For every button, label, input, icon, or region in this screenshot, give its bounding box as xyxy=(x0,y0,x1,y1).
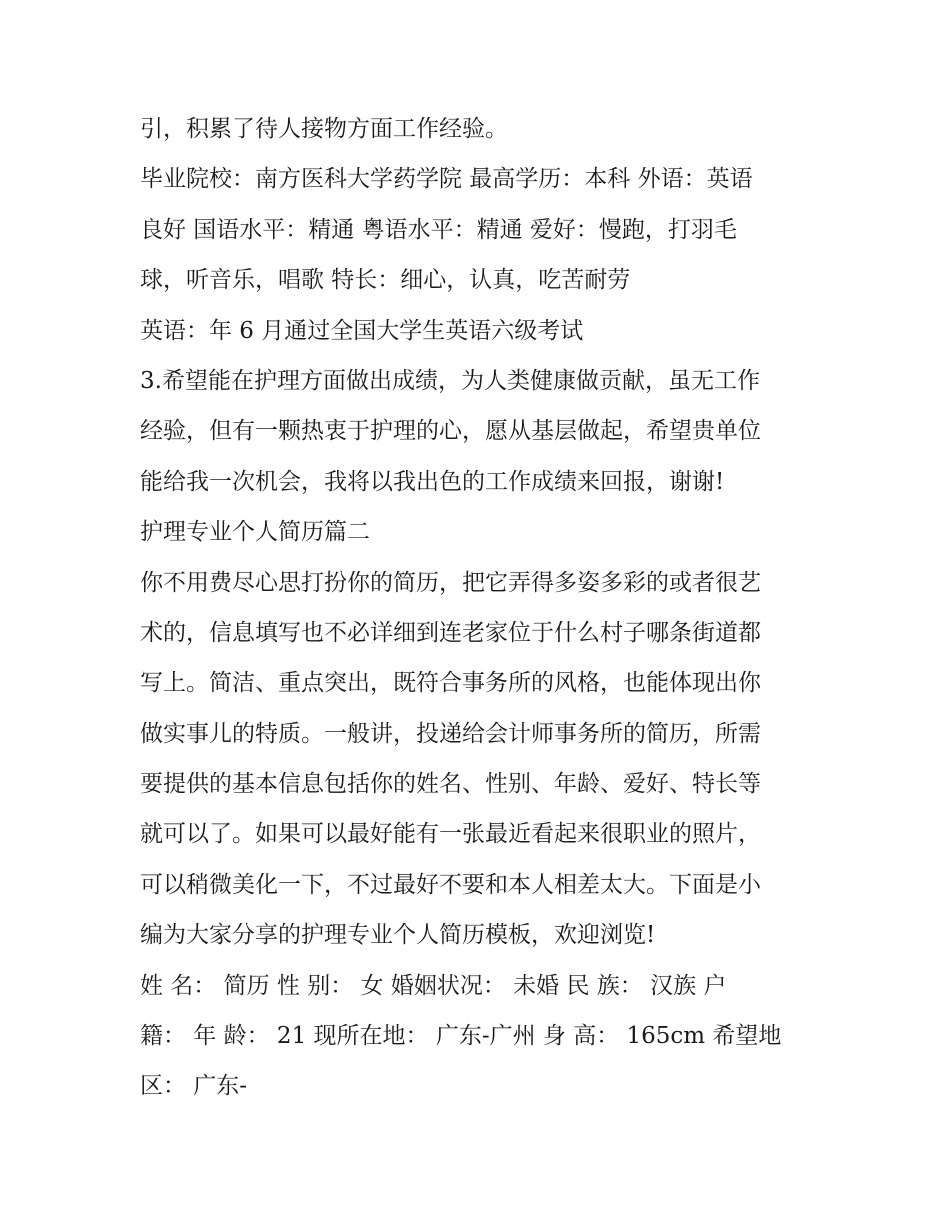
text-line: 姓 名： 简历 性 别： 女 婚姻状况： 未婚 民 族： 汉族 户 xyxy=(140,972,727,999)
section-heading: 护理专业个人简历篇二 xyxy=(140,519,370,546)
text-line: 做实事儿的特质。一般讲，投递给会计师事务所的简历，所需 xyxy=(140,720,761,747)
text-line: 要提供的基本信息包括你的姓名、性别、年龄、爱好、特长等 xyxy=(140,771,761,798)
text-line: 良好 国语水平：精通 粤语水平：精通 爱好：慢跑，打羽毛 xyxy=(140,216,737,243)
text-line: 写上。简洁、重点突出，既符合事务所的风格，也能体现出你 xyxy=(140,670,761,697)
document-body xyxy=(140,104,830,1112)
text-line: 你不用费尽心思打扮你的简历，把它弄得多姿多彩的或者很艺 xyxy=(140,569,761,596)
text-line: 引，积累了待人接物方面工作经验。 xyxy=(140,116,508,142)
text-line: 英语：年 6 月通过全国大学生英语六级考试 xyxy=(140,317,584,344)
text-line: 经验，但有一颗热衷于护理的心，愿从基层做起，希望贵单位 xyxy=(140,418,761,445)
text-line: 毕业院校：南方医科大学药学院 最高学历：本科 外语：英语 xyxy=(140,166,753,193)
text-line: 编为大家分享的护理专业个人简历模板，欢迎浏览! xyxy=(140,922,656,949)
text-line: 术的，信息填写也不必详细到连老家位于什么村子哪条街道都 xyxy=(140,619,761,646)
text-line: 球，听音乐，唱歌 特长：细心，认真，吃苦耐劳 xyxy=(140,267,631,294)
text-line: 能给我一次机会，我将以我出色的工作成绩来回报，谢谢! xyxy=(140,468,725,495)
text-line: 籍： 年 龄： 21 现所在地： 广东-广州 身 高： 165cm 希望地 xyxy=(140,1023,782,1050)
text-line: 3.希望能在护理方面做出成绩，为人类健康做贡献，虽无工作 xyxy=(140,367,760,394)
text-line: 就可以了。如果可以最好能有一张最近看起来很职业的照片， xyxy=(140,821,761,848)
text-line: 可以稍微美化一下，不过最好不要和本人相差太大。下面是小 xyxy=(140,871,761,898)
text-line: 区： 广东- xyxy=(140,1073,248,1100)
